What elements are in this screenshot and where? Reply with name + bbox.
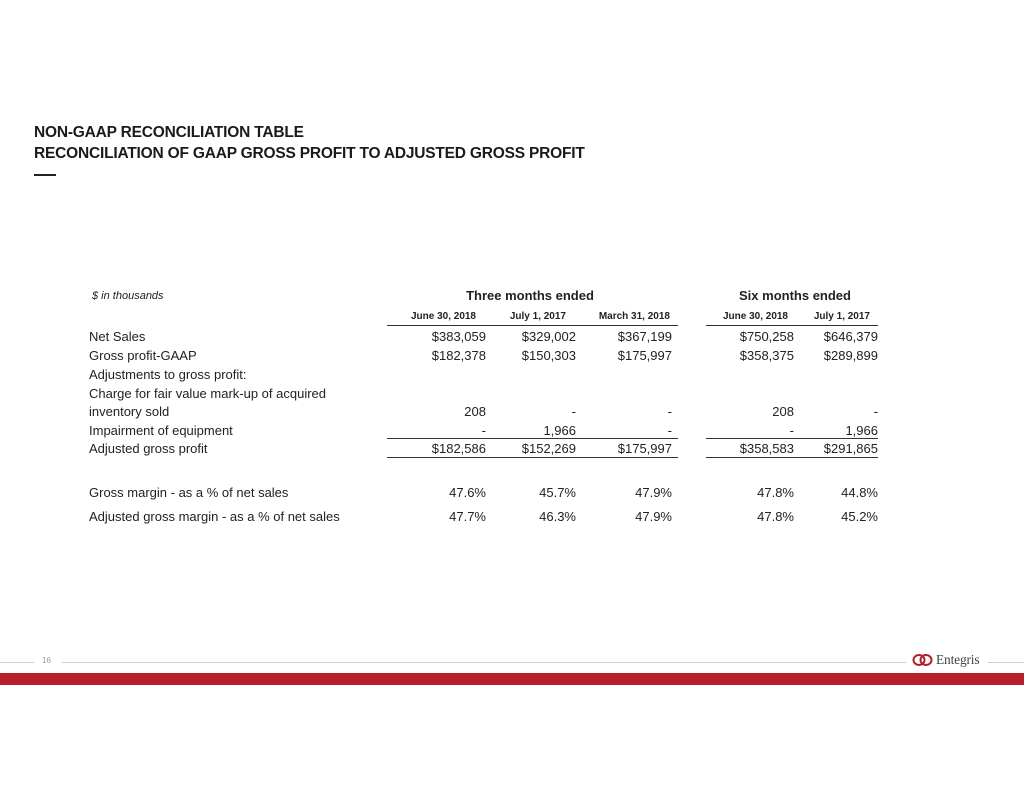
row-label: Net Sales	[89, 329, 146, 344]
table-cell: $750,258	[739, 329, 794, 344]
table-cell: $175,997	[617, 348, 672, 363]
row-label: Gross profit-GAAP	[89, 348, 197, 363]
table-cell: $152,269	[521, 441, 576, 456]
column-header: March 31, 2018	[598, 311, 670, 322]
company-logo	[912, 652, 979, 668]
row-label: Charge for fair value mark-up of acquired	[89, 386, 327, 401]
table-cell: $367,199	[617, 329, 672, 344]
table-cell: 44.8%	[841, 485, 878, 500]
row-label: Gross margin - as a % of net sales	[89, 485, 289, 500]
table-cell: $289,899	[823, 348, 878, 363]
table-cell: 208	[464, 404, 486, 419]
total-rule	[387, 457, 678, 458]
footer-rule	[988, 662, 1024, 663]
table-cell: $150,303	[521, 348, 576, 363]
table-cell: 45.7%	[539, 485, 576, 500]
entegris-logo-icon	[912, 653, 934, 667]
table-cell: 1,966	[543, 423, 576, 438]
table-cell: $358,375	[739, 348, 794, 363]
table-cell: 47.8%	[757, 485, 794, 500]
group-header-three-months: Three months ended	[466, 288, 594, 303]
subtotal-rule	[706, 438, 878, 439]
table-cell: -	[873, 404, 878, 419]
logo-text: Entegris	[936, 652, 980, 667]
brand-bar	[0, 673, 1024, 685]
total-rule	[706, 457, 878, 458]
page-number: 16	[42, 656, 51, 665]
footer-rule	[62, 662, 906, 663]
table-cell: $291,865	[823, 441, 878, 456]
table-cell: $182,586	[431, 441, 486, 456]
table-cell: 45.2%	[841, 509, 878, 524]
table-cell: -	[667, 423, 672, 438]
table-cell: 47.9%	[635, 485, 672, 500]
title-divider	[34, 174, 56, 176]
footer-rule	[0, 662, 34, 663]
table-cell: 47.9%	[635, 509, 672, 524]
group-header-six-months: Six months ended	[739, 288, 851, 303]
row-label: Adjustments to gross profit:	[89, 367, 247, 382]
table-cell: -	[667, 404, 672, 419]
table-cell: $383,059	[431, 329, 486, 344]
table-cell: $182,378	[431, 348, 486, 363]
column-header: June 30, 2018	[722, 311, 788, 322]
table-cell: 47.7%	[449, 509, 486, 524]
table-cell: 47.8%	[757, 509, 794, 524]
column-header: July 1, 2017	[509, 311, 566, 322]
page-title	[34, 122, 585, 164]
row-label: Adjusted gross margin - as a % of net sales	[89, 509, 340, 524]
table-cell: $329,002	[521, 329, 576, 344]
column-header-underline	[706, 325, 878, 326]
table-cell: $175,997	[617, 441, 672, 456]
units-label: $ in thousands	[92, 290, 164, 302]
row-label: Impairment of equipment	[89, 423, 233, 438]
table-cell: $646,379	[823, 329, 878, 344]
column-header-underline	[387, 325, 678, 326]
table-cell: $358,583	[739, 441, 794, 456]
table-cell: 46.3%	[539, 509, 576, 524]
row-label: inventory sold	[89, 404, 170, 419]
title-line-1: NON-GAAP RECONCILIATION TABLE	[34, 124, 304, 141]
table-cell: -	[571, 404, 576, 419]
table-cell: 47.6%	[449, 485, 486, 500]
column-header: June 30, 2018	[410, 311, 476, 322]
table-cell: -	[481, 423, 486, 438]
subtotal-rule	[387, 438, 678, 439]
title-line-2: RECONCILIATION OF GAAP GROSS PROFIT TO ADJUSTED GROSS PROFIT	[34, 145, 585, 162]
column-header: July 1, 2017	[813, 311, 870, 322]
table-cell: 1,966	[845, 423, 878, 438]
table-cell: -	[789, 423, 794, 438]
row-label: Adjusted gross profit	[89, 441, 208, 456]
table-cell: 208	[772, 404, 794, 419]
